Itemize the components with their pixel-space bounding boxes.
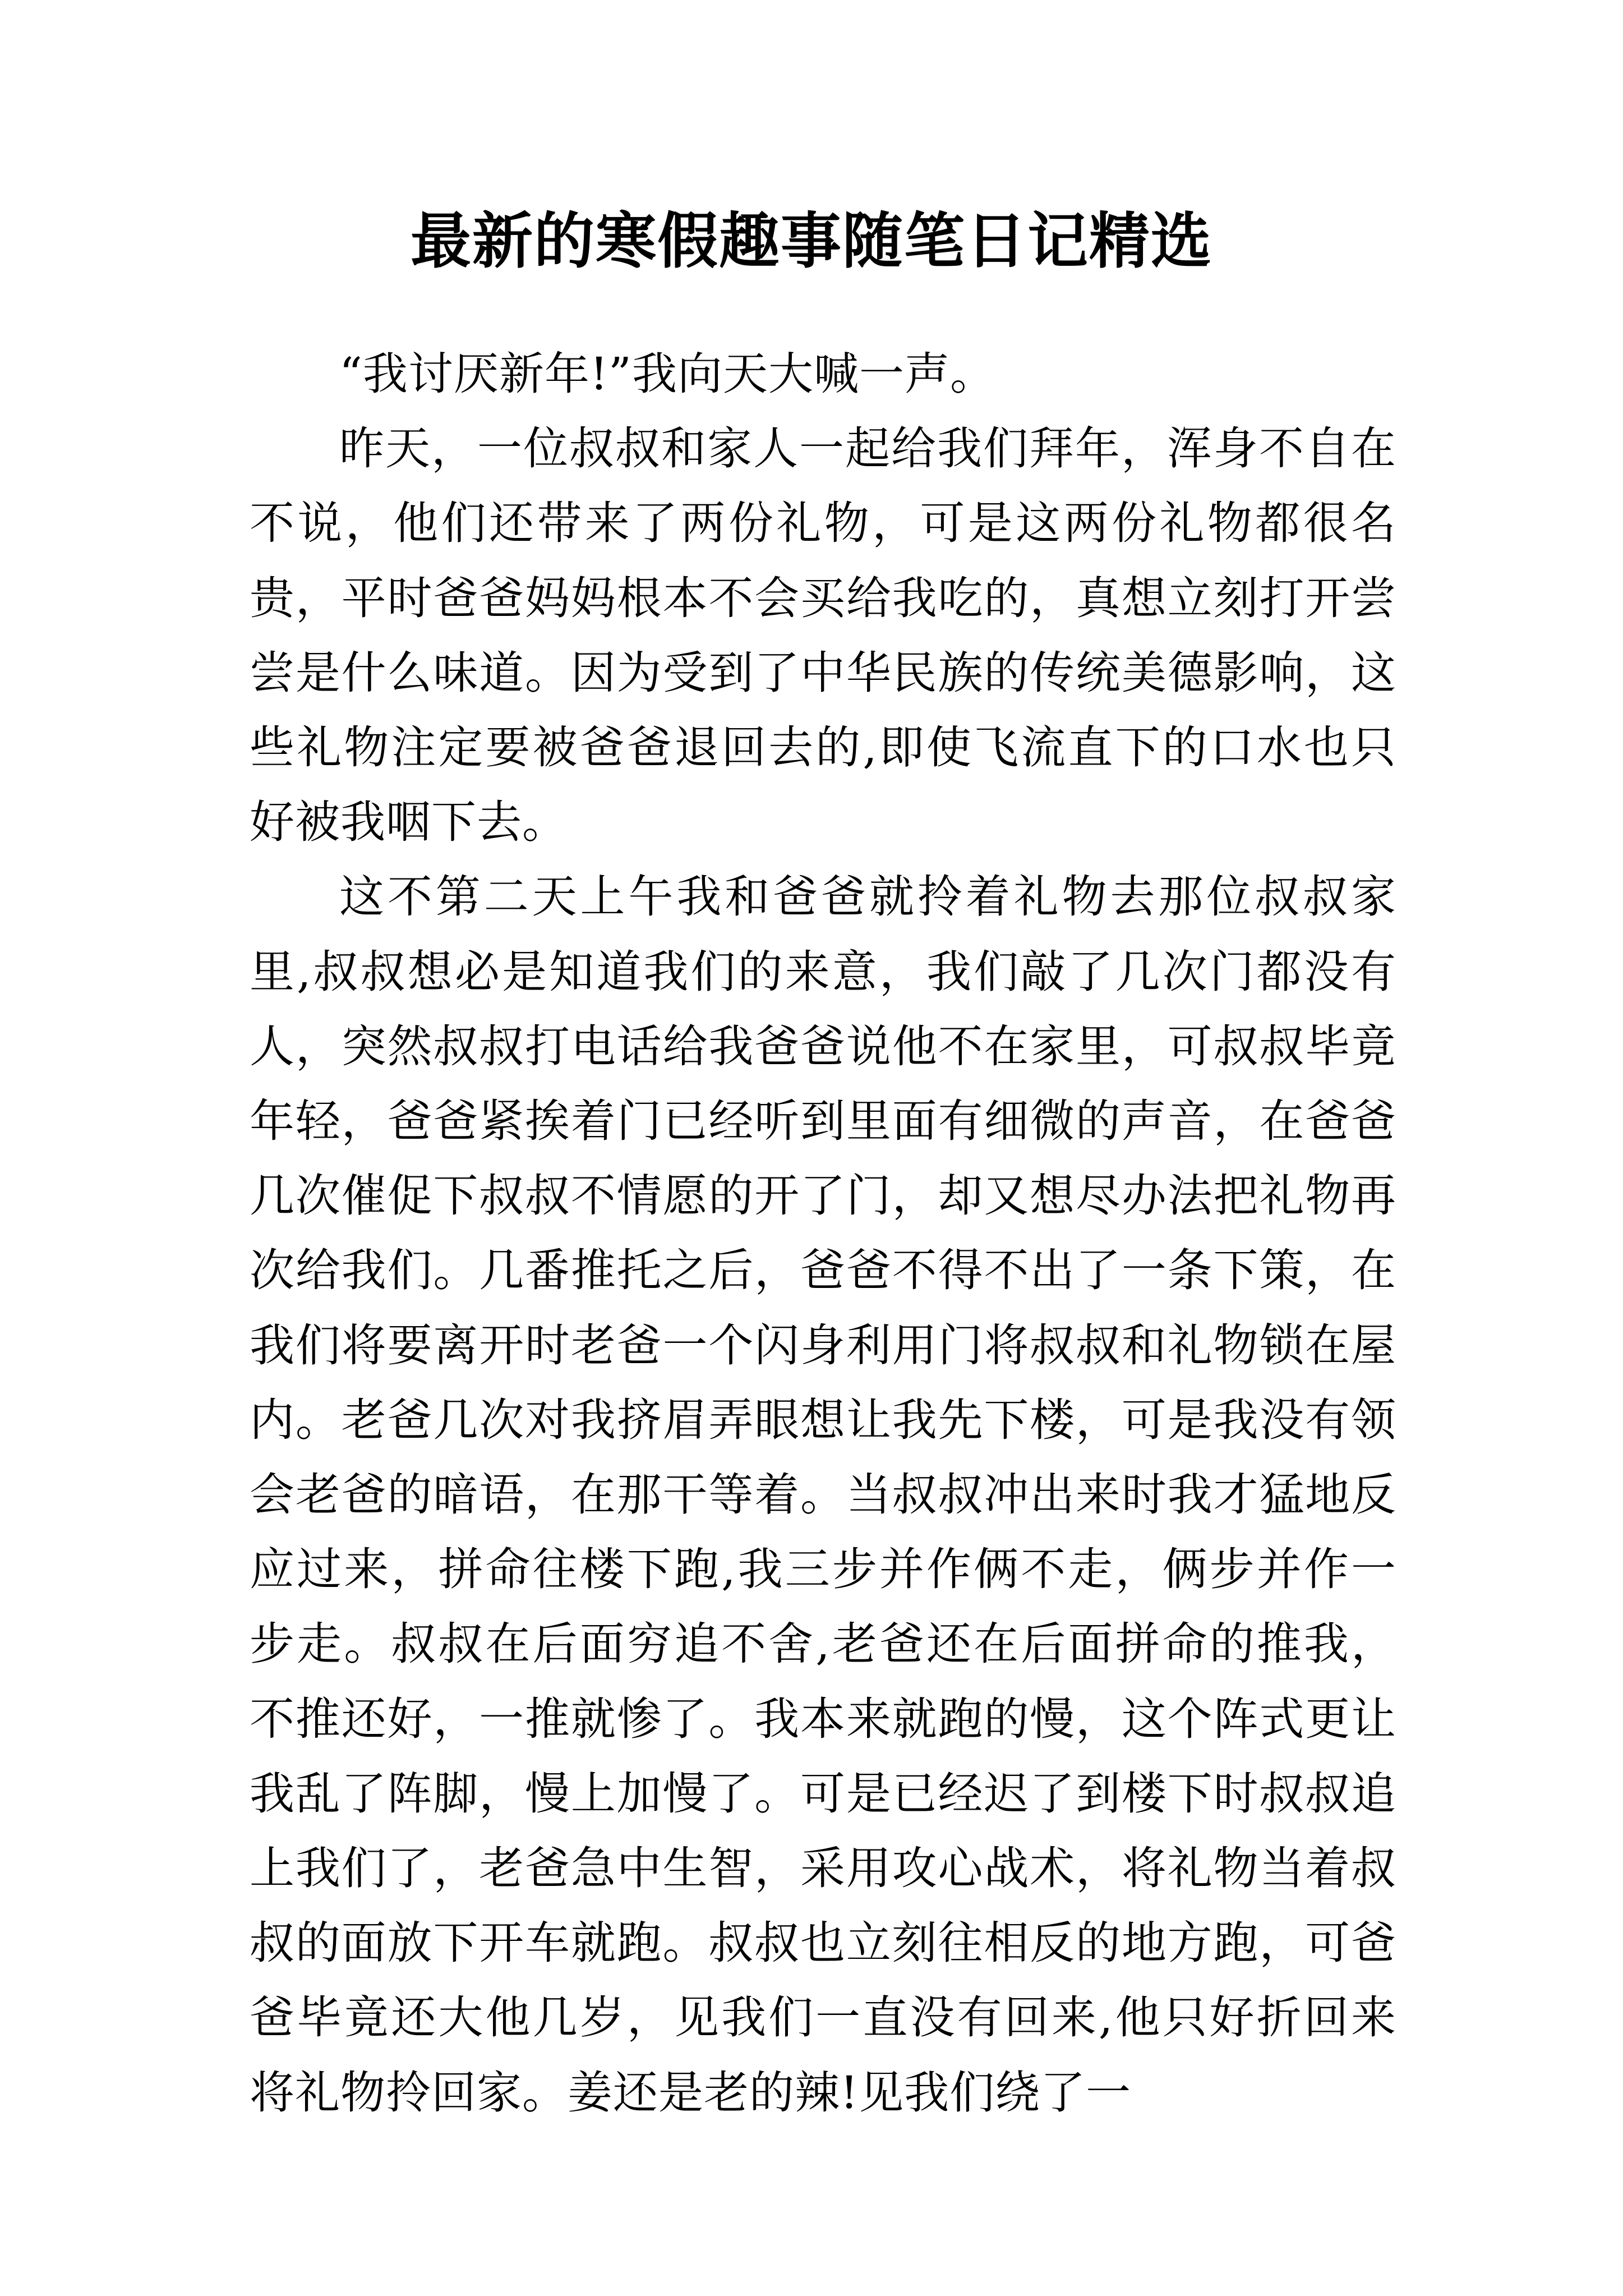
paragraph: “我讨厌新年!”我向天大喊一声。 [339, 348, 995, 400]
document-body [250, 337, 1396, 2130]
paragraph: 昨天，一位叔叔和家人一起给我们拜年，浑身不自在不说，他们还带来了两份礼物，可是这两份礼物都很名贵，平时爸爸妈妈根本不会买给我吃的，真想立刻打开尝尝是什么味道。因为受到了中华民族的传统美德影响，这些礼物注定要被爸爸退回去的,即使飞流直下的口水也只好被我咽下去。 [250, 422, 1396, 849]
document-title: 最新的寒假趣事随笔日记精选 [410, 206, 1212, 277]
paragraph: 这不第二天上午我和爸爸就拎着礼物去那位叔叔家里,叔叔想必是知道我们的来意，我们敲了几次门都没有人，突然叔叔打电话给我爸爸说他不在家里，可叔叔毕竟年轻，爸爸紧挨着门已经听到里面有细微的声音，在爸爸几次催促下叔叔不情愿的开了门，却又想尽办法把礼物再次给我们。几番推托之后，爸爸不得不出了一条下策，在我们将要离开时老爸一个闪身利用门将叔叔和礼物锁在屋内。老爸几次对我挤眉弄眼想让我先下楼，可是我没有领会老爸的暗语，在那干等着。当叔叔冲出来时我才猛地反应过来，拼命往楼下跑,我三步并作俩不走，俩步并作一步走。叔叔在后面穷追不舍,老爸还在后面拼命的推我，不推还好，一推就惨了。我本来就跑的慢，这个阵式更让我乱了阵脚，慢上加慢了。可是已经迟了到楼下时叔叔追上我们了，老爸急中生智，采用攻心战术，将礼物当着叔叔的面放下开车就跑。叔叔也立刻往相反的地方跑，可爸爸毕竟还大他几岁，见我们一直没有回来,他只好折回来将礼物拎回家。姜还是老的辣!见我们绕了一 [250, 871, 1396, 2119]
